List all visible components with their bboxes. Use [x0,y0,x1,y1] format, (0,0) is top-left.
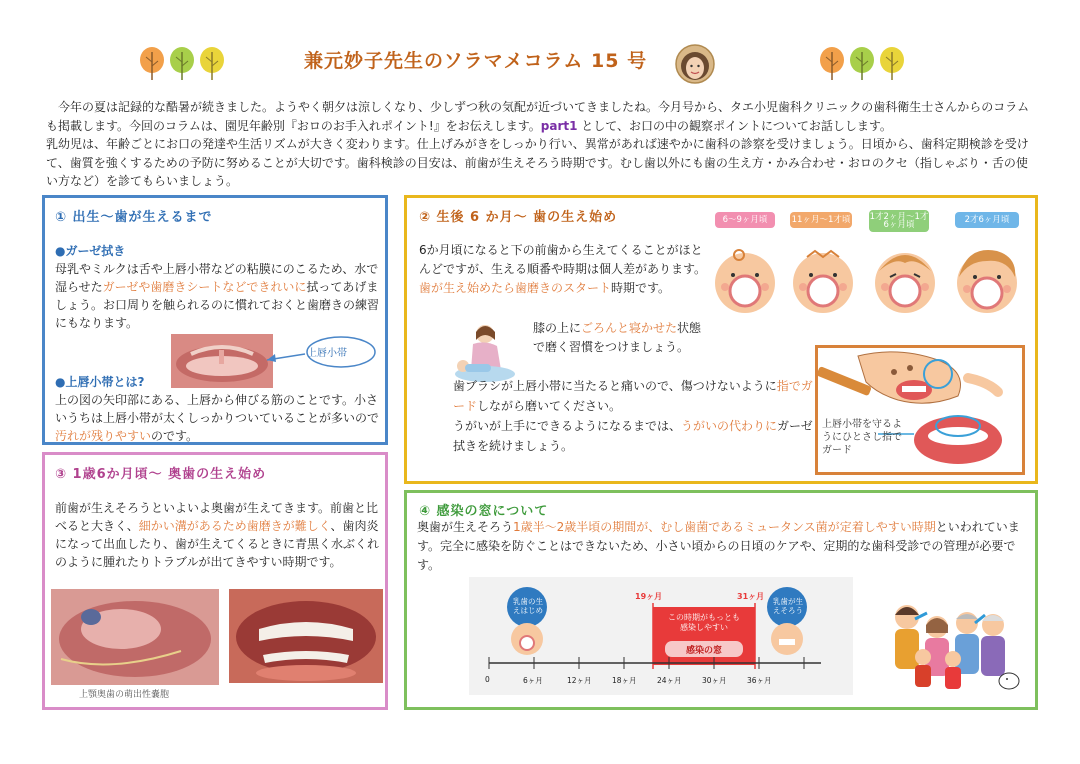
frenum-text: 上の図の矢印部にある、上唇から伸びる筋のことです。小さいうちは上唇小帯が太くしっかりついていることが多いので汚れが残りやすいのです。 [55,393,380,443]
section-2-box [404,195,1038,484]
age-pill-3: 1才2ヶ月〜1才6ヶ月頃 [869,212,929,230]
tick-30: 30ヶ月 [702,676,727,685]
gauze-title: ●ガーゼ拭き [55,244,126,258]
section-4-text: 奥歯が生えそろう1歳半〜2歳半頃の期間が、むし歯菌であるミュータンス菌が定着しやすい時期といわれています。完全に感染を防ぐことはできないため、小さい頃からの日頃のケアや、定期的な歯科受診での管理が必要です。 [417,520,1020,572]
photo-caption: 上顎奥歯の萌出性嚢胞 [79,690,170,700]
guard-text: 上唇小帯を守るようにひとさし指でガード [822,419,902,456]
intro-para-2: 乳幼児は、年齢ごとにお口の発達や生活リズムが大きく変わります。仕上げみがきをしっかり行い、異常があれば速やかに歯科の診察を受けましょう。日頃から、歯科定期検診を受けて、歯質を強くするための予防に努めることが大切です。歯科検診の目安は、前歯が生えそろう時期です。むし歯以外にも歯の生え方・かみ合わせ・おロのクセ（指しゃぶり・舌の使い方など）を診てもらいましょう。 [46,137,1029,188]
chart-end-label: 乳歯が生えそろう [773,597,803,615]
tick-0: 0 [485,675,490,684]
chart-31-month: 31ヶ月 [737,592,765,601]
chart-19-month: 19ヶ月 [635,592,663,601]
section-4-box [404,490,1038,710]
section-2-para-3: 歯ブラシが上唇小帯に当たると痛いので、傷つけないように指でガードしながら磨いてください。 [453,379,813,413]
finger-guard-illustration [815,345,1025,475]
intro-para-1: 今年の夏は記録的な酷暑が続きました。ようやく朝夕は涼しくなり、少しずつ秋の気配が近づいてきましたね。今月号から、タエ小児歯科クリニックの歯科衛生士さんからのコラムも掲載します。今回のコラムは、園児年齢別『おロのお手入れポイント!』をお伝えします。 [46,100,1030,133]
section-1-box [42,195,388,445]
eruption-cyst-photo [51,589,219,685]
trees-right-icon [816,46,908,80]
baby-faces-illustration [711,248,1027,318]
section-2-para-4: うがいが上手にできるようになるまでは、うがいの代わりにガーゼ拭きを続けましょう。 [453,419,813,453]
frenum-title: ●上唇小帯とは? [55,375,145,389]
age-pill-4: 2才6ヶ月頃 [955,212,1019,228]
intro-text [46,98,1036,191]
family-brushing-illustration [887,597,1023,693]
infection-window-chart [469,577,853,695]
molar-teeth-photo [229,589,383,683]
tick-6: 6ヶ月 [523,676,543,685]
age-pill-2: 11ヶ月〜1才頃 [790,212,852,228]
section-4-heading: ④ 感染の窓について [419,504,549,519]
section-3-heading: ③ 1歳6か月頃〜 奥歯の生え始め [55,467,267,482]
gauze-text: 母乳やミルクは舌や上唇小帯などの粘膜にのこるため、水で湿らせたガーゼや歯磨きシートなどできれいに拭ってあげましょう。お口周りを触られるのに慣れておくと歯磨きの練習にもなります。 [55,262,380,330]
trees-left-icon [136,46,228,80]
section-3-text: 前歯が生えそろうといよいよ奥歯が生えてきます。前歯と比べると大きく、細かい溝があるため歯磨きが難しく、歯肉炎になって出血したり、歯が生えてくるときに青黒く水ぶくれのように腫れたりトラブルが出てきやすい時期です。 [55,501,380,569]
section-2-para-1: 6か月頃になると下の前歯から生えてくることがほとんどですが、生える順番や時期は個人差があります。歯が生え始めたら歯磨きのスタート時期です。 [419,243,707,295]
chart-window-text: この時期がもっとも感染しやすい [668,613,740,632]
chart-start-label: 乳歯の生えはじめ [513,597,543,615]
tick-36: 36ヶ月 [747,676,772,685]
intro-para-1-end: として、お口の中の観察ポイントについてお話しします。 [577,118,892,133]
age-pill-1: 6〜9ヶ月頃 [715,212,775,228]
section-1-heading: ① 出生〜歯が生えるまで [55,210,213,225]
part-label: part1 [540,118,578,133]
section-2-para-2: 膝の上にごろんと寝かせた状態で磨く習慣をつけましょう。 [533,321,702,354]
tick-24: 24ヶ月 [657,676,682,685]
chart-window-label: 感染の窓 [685,646,722,656]
mother-child-illustration [445,320,517,384]
section-3-box [42,452,388,710]
page-title: 兼元妙子先生のソラマメコラム 15 号 [304,50,648,72]
tick-12: 12ヶ月 [567,676,592,685]
section-2-heading: ② 生後 6 か月〜 歯の生え始め [419,210,618,225]
author-avatar [675,44,715,84]
tick-18: 18ヶ月 [612,676,637,685]
frenum-label: 上唇小帯 [307,348,347,359]
